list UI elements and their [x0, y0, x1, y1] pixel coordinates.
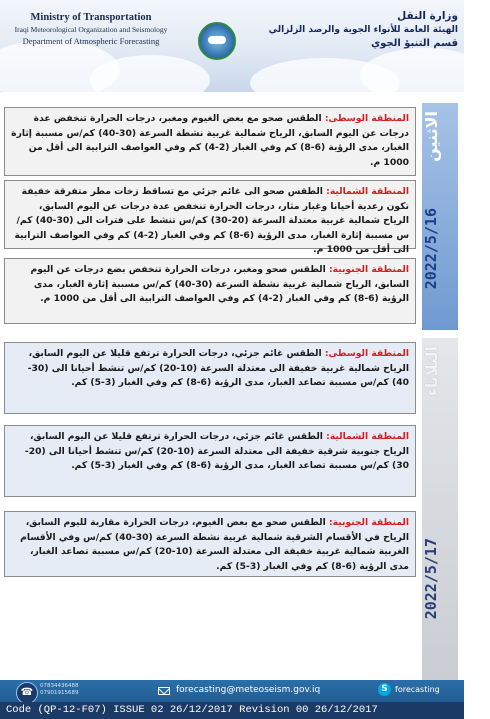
organization-en: Iraqi Meteorological Organization and Seismology — [14, 25, 168, 34]
forecast-box-tuesday-central — [4, 342, 416, 414]
department-ar: قسم التنبؤ الجوي — [370, 38, 458, 49]
phone-numbers — [40, 683, 79, 697]
region-label: المنطقة الجنوبية: — [328, 517, 409, 528]
skype-handle[interactable]: forecasting — [395, 685, 440, 694]
forecast-text: الطقس غائم جزئي، درجات الحرارة ترتفع قليلا عن اليوم السابق، الرياح جنوبية شرقية خفيفة الى معتدلة السرعة (10-20) كم/س تنشط أحيانا الى (20-30) كم/س مسببة تصاعد الغبار، مدى الرؤية (6-8) كم وفي الغبار (3-5) كم. — [24, 431, 409, 471]
region-label: المنطقة الوسطى: — [324, 113, 409, 124]
phone-number: 07834436488 — [40, 683, 79, 689]
email-icon — [158, 687, 170, 695]
forecast-text: الطقس غائم جزئي، درجات الحرارة ترتفع قليلا عن اليوم السابق، الرياح شمالية غربية خفيفة الى معتدلة السرعة (10-20) كم/س تنشط أحيانا الى (30-40) كم/س مسببة تصاعد الغبار، مدى الرؤية (6-8) كم وفي الغبار (3-5) كم. — [27, 348, 409, 388]
organization-ar: الهيئة العامة للأنواء الجوية والرصد الزلزالي — [268, 25, 458, 35]
page-footer — [0, 680, 464, 719]
forecast-box-monday-north — [4, 180, 416, 255]
header-arabic — [238, 10, 458, 49]
email-address[interactable]: forecasting@meteoseism.gov.iq — [176, 685, 321, 695]
ministry-ar: وزارة النقل — [397, 10, 458, 22]
day-date: 2022/5/17 — [422, 538, 440, 620]
region-label: المنطقة الوسطى: — [324, 348, 409, 359]
organization-logo-icon — [198, 22, 236, 60]
skype-icon: S — [378, 683, 391, 696]
day-band-monday — [422, 103, 458, 330]
header-english — [6, 12, 176, 46]
day-name: الثلاثاء — [422, 346, 441, 397]
region-label: المنطقة الجنوبية: — [328, 264, 409, 275]
forecast-text: الطقس صحو ومغبر، درجات الحرارة تنخفض بضع درجات عن اليوم السابق، الرياح شمالية غربية نشطة السرعة (30-40) كم/س مسببة إثارة الغبار، مدى الرؤية (6-8) كم وفي الغبار (2-4) كم وفي العواصف الترابية الى أقل من 1000 م. — [30, 264, 409, 304]
day-band-tuesday — [422, 338, 458, 694]
ministry-en: Ministry of Transportation — [30, 12, 152, 23]
forecast-box-monday-central — [4, 107, 416, 176]
document-code: Code (QP-12-F07) ISSUE 02 26/12/2017 Revision 00 26/12/2017 — [0, 702, 464, 719]
forecast-box-monday-south — [4, 258, 416, 324]
forecast-box-tuesday-north — [4, 425, 416, 497]
phone-number: 07901915689 — [40, 690, 79, 696]
page-header — [0, 0, 464, 92]
day-name: الاثنين — [422, 111, 441, 162]
region-label: المنطقة الشمالية: — [326, 186, 409, 197]
contact-bar — [0, 680, 464, 702]
forecast-box-tuesday-south — [4, 511, 416, 577]
forecast-text: الطقس صحو مع بعض الغيوم ومغبر، درجات الحرارة تنخفض عدة درجات عن اليوم السابق، الرياح شمالية غربية نشطة السرعة (30-40) كم/س مسببة إثارة الغبار، مدى الرؤية (6-8) كم وفي الغبار (2-4) كم وفي العواصف الترابية الى أقل من 1000 م. — [11, 113, 409, 168]
department-en: Department of Atmospheric Forecasting — [22, 36, 160, 46]
phone-icon: ☎ — [16, 682, 38, 704]
forecast-text: الطقس صحو مع بعض الغيوم، درجات الحرارة مقاربة لليوم السابق، الرياح في الأقسام الشرقية شمالية غربية نشطة السرعة (30-40) كم/س وفي الأقسام الغربية شمالية غربية خفيفة الى معتدلة السرعة (10-20) كم/س مسببة تصاعد الغبار، مدى الرؤية (6-8) كم وفي الغبار (3-5) كم. — [20, 517, 409, 572]
region-label: المنطقة الشمالية: — [326, 431, 409, 442]
forecast-text: الطقس صحو الى غائم جزئي مع تساقط زخات مطر متفرقة خفيفة تكون رعدية أحيانا وغبار مثار، درجات الحرارة تنخفض عدة درجات عن اليوم السابق، الرياح شمالية غربية معتدلة السرعة (20-30) كم/س تنشط على فترات الى (30-40) كم/س مسببة إثارة الغبار، مدى الرؤية (6-8) كم وفي الغبار (2-4) كم وفي العواصف الترابية الى أقل من 1000 م. — [14, 186, 409, 255]
day-date: 2022/5/16 — [422, 208, 440, 290]
